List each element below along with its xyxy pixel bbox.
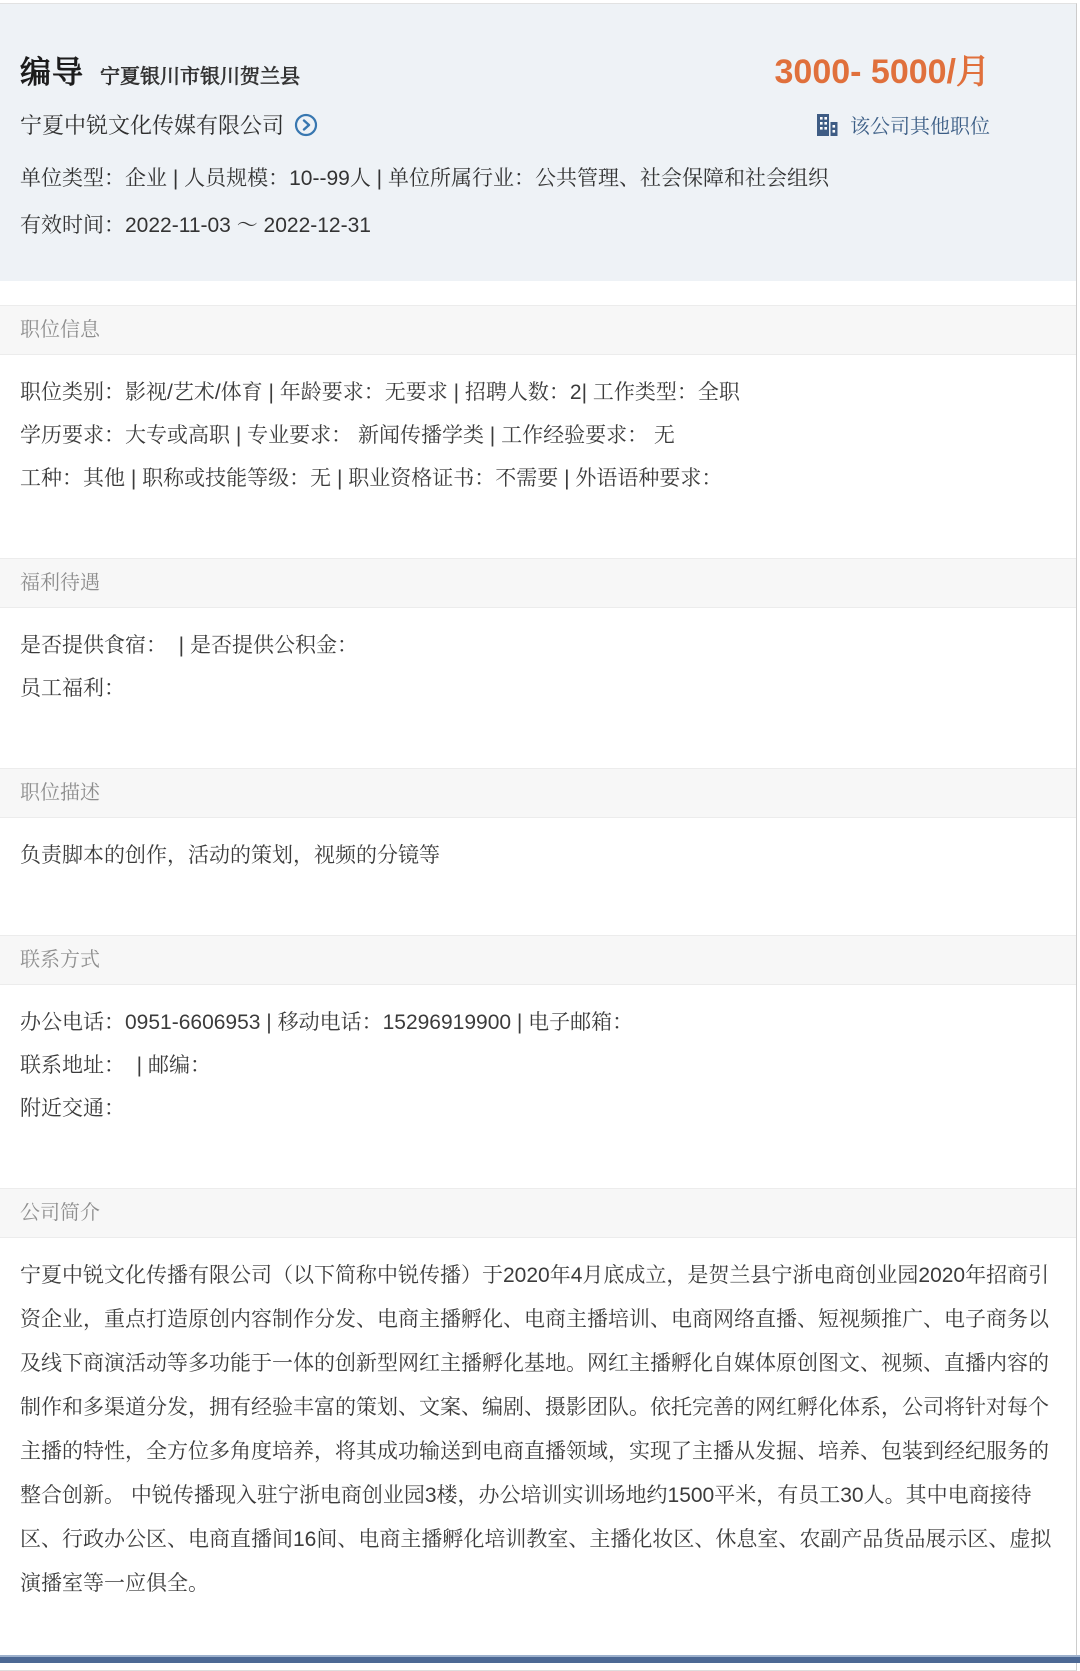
company-profile-paragraph: 宁夏中锐文化传播有限公司（以下简称中锐传播）于2020年4月底成立，是贺兰县宁浙电商创业园2020年招商引资企业，重点打造原创内容制作分发、电商主播孵化、电商主播培训、电商网络直播、短视频推广、电子商务以及线下商演活动等多功能于一体的创新型网红主播孵化基地。网红主播孵化自媒体原创图文、视频、直播内容的制作和多渠道分发，拥有经验丰富的策划、文案、编剧、摄影团队。依托完善的网红孵化体系，公司将针对每个主播的特性，全方位多角度培养，将其成功输送到电商直播领域，实现了主播从发掘、培养、包装到经纪服务的整合创新。 中锐传播现入驻宁浙电商创业园3楼，办公培训实训场地约1500平米，有员工30人。其中电商接待区、行政办公区、电商直播间16间、电商主播孵化培训教室、主播化妆区、休息室、农副产品货品展示区、虚拟演播室等一应俱全。 (20, 1264, 1052, 1595)
job-info-line: 工种：其他 | 职称或技能等级：无 | 职业资格证书：不需要 | 外语语种要求： (20, 467, 723, 490)
section-title-benefits: 福利待遇 (0, 558, 1076, 608)
job-description-line: 负责脚本的创作，活动的策划，视频的分镜等 (20, 844, 440, 867)
valid-period-line: 有效时间：2022-11-03 ～ 2022-12-31 (20, 214, 371, 237)
company-link[interactable] (20, 109, 318, 140)
section-job-description (0, 768, 1076, 935)
job-detail-card (0, 3, 1077, 1671)
salary-range: 3000- 5000/月 (774, 53, 990, 91)
company-name: 宁夏中锐文化传媒有限公司 (20, 113, 285, 138)
section-contact (0, 935, 1076, 1188)
section-company-profile (0, 1188, 1076, 1670)
benefits-line: 员工福利： (20, 677, 125, 700)
benefits-line: 是否提供食宿： | 是否提供公积金： (20, 634, 358, 657)
contact-line: 附近交通： (20, 1097, 125, 1120)
job-info-line: 职位类别：影视/艺术/体育 | 年龄要求：无要求 | 招聘人数：2| 工作类型：全职 (20, 381, 740, 404)
chevron-right-circle-icon (294, 113, 318, 137)
header-gap (0, 281, 1076, 305)
section-title-contact: 联系方式 (0, 935, 1076, 985)
section-title-company-profile: 公司简介 (0, 1188, 1076, 1238)
section-benefits (0, 558, 1076, 768)
contact-line: 办公电话：0951-6606953 | 移动电话：15296919900 | 电子邮箱： (20, 1011, 634, 1034)
job-header (0, 4, 1076, 281)
section-job-info (0, 305, 1076, 558)
company-meta-line: 单位类型：企业 | 人员规模：10--99人 | 单位所属行业：公共管理、社会保障和社会组织 (20, 167, 829, 190)
section-title-job-info: 职位信息 (0, 305, 1076, 355)
job-location: 宁夏银川市银川贺兰县 (100, 66, 300, 88)
job-info-line: 学历要求：大专或高职 | 专业要求： 新闻传播学类 | 工作经验要求： 无 (20, 424, 675, 447)
other-jobs-link[interactable] (804, 110, 990, 139)
other-jobs-label: 该公司其他职位 (850, 116, 990, 138)
contact-line: 联系地址： | 邮编： (20, 1054, 211, 1077)
section-title-job-description: 职位描述 (0, 768, 1076, 818)
bottom-scrollbar[interactable] (0, 1655, 1080, 1663)
job-title: 编导 (20, 55, 84, 90)
buildings-icon (814, 112, 840, 138)
